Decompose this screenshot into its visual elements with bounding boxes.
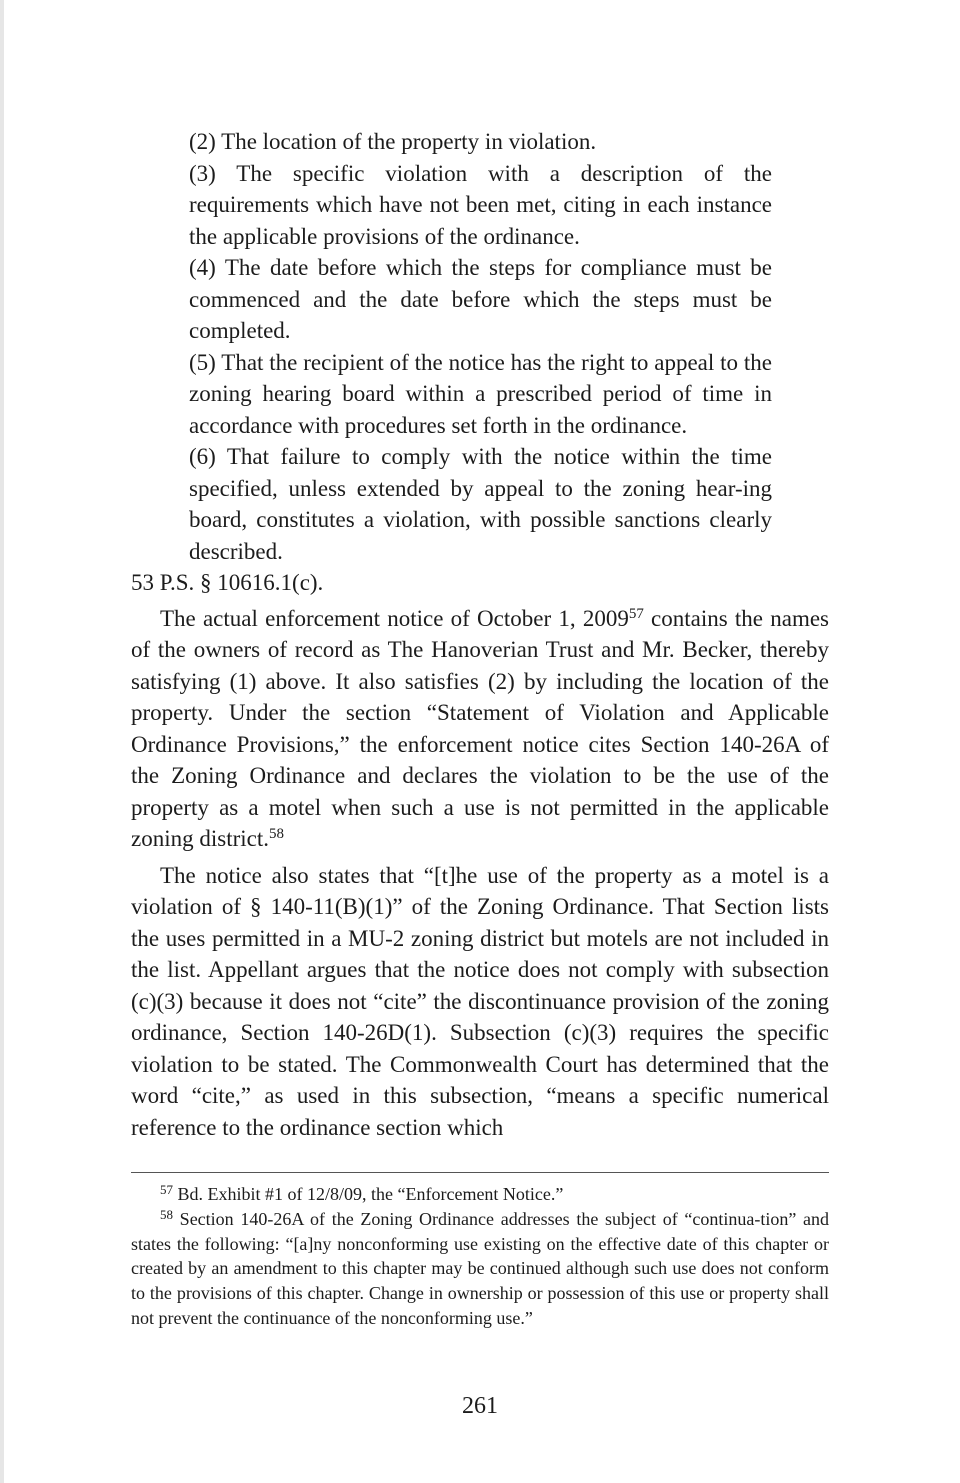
page-edge [0, 0, 4, 1483]
statutory-quote [189, 126, 772, 567]
footnote-ref-57: 57 [628, 605, 644, 622]
footnote-57 [131, 1182, 829, 1207]
footnote-ref-58: 58 [268, 826, 284, 842]
footnote-58 [131, 1207, 829, 1331]
page-number: 261 [462, 1393, 498, 1419]
footnote-divider [131, 1172, 829, 1173]
paragraph1-text-start: The actual enforcement notice of October 1, 2009 [160, 605, 629, 631]
quote-item-6: (6) That failure to comply with the notice within the time specified, unless extended by appeal to the zoning hear-ing board, constitutes a violation, with possible sanctions clearly described. [189, 444, 772, 564]
footnote-text: Bd. Exhibit #1 of 12/8/09, the “Enforcement Notice.” [173, 1184, 564, 1204]
footnote-number: 57 [160, 1182, 173, 1197]
footnote-number: 58 [160, 1206, 173, 1222]
quote-item-5: (5) That the recipient of the notice has the right to appeal to the zoning hearing board within a prescribed period of time in accordance with procedures set forth in the ordinance. [189, 349, 772, 438]
quote-item-4: (4) The date before which the steps for compliance must be commenced and the date before which the steps must be completed. [189, 255, 772, 343]
quote-item-2: (2) The location of the property in violation. [189, 129, 597, 154]
footnotes [131, 1182, 829, 1331]
footnote-text: Section 140-26A of the Zoning Ordinance addresses the subject of “continua-tion” and states the following: “[a]ny nonconforming use existing on the effective date of this chapter or created by an amendment to this chapter may be continued although such use does not conform to the provisions of this chapter. Change in ownership or possession of this use or property shall not prevent the continuance of the nonconforming use.” [131, 1208, 829, 1328]
main-text [131, 126, 829, 1143]
paragraph-enforcement-notice [131, 603, 829, 855]
paragraph1-text-end: contains the names of the owners of record as The Hanoverian Trust and Mr. Becker, thereby satisfying (1) above. It also satisfies (2) by including the location of the property. Under the section “Statement of Violation and Applicable Ordinance Provisions,” the enforcement notice cites Section 140-26A of the Zoning Ordinance and declares the violation to be the use of the property as a motel when such a use is not permitted in the applicable zoning district. [131, 605, 829, 851]
quote-item-3: (3) The specific violation with a description of the requirements which have not been met, citing in each instance the applicable provisions of the ordinance. [189, 160, 772, 249]
statute-citation: 53 P.S. § 10616.1(c). [131, 570, 324, 595]
paragraph-notice-statement: The notice also states that “[t]he use of the property as a motel is a violation of § 140-11(B)(1)” of the Zoning Ordinance. That Section lists the uses permitted in a MU-2 zoning district but motels are not included in the list. Appellant argues that the notice does not comply with subsection (c)(3) because it does not “cite” the discontinuance provision of the zoning ordinance, Section 140-26D(1). Subsection (c)(3) requires the specific violation to be stated. The Commonwealth Court has determined that the word “cite,” as used in this subsection, “means a specific numerical reference to the ordinance section which [131, 862, 829, 1140]
